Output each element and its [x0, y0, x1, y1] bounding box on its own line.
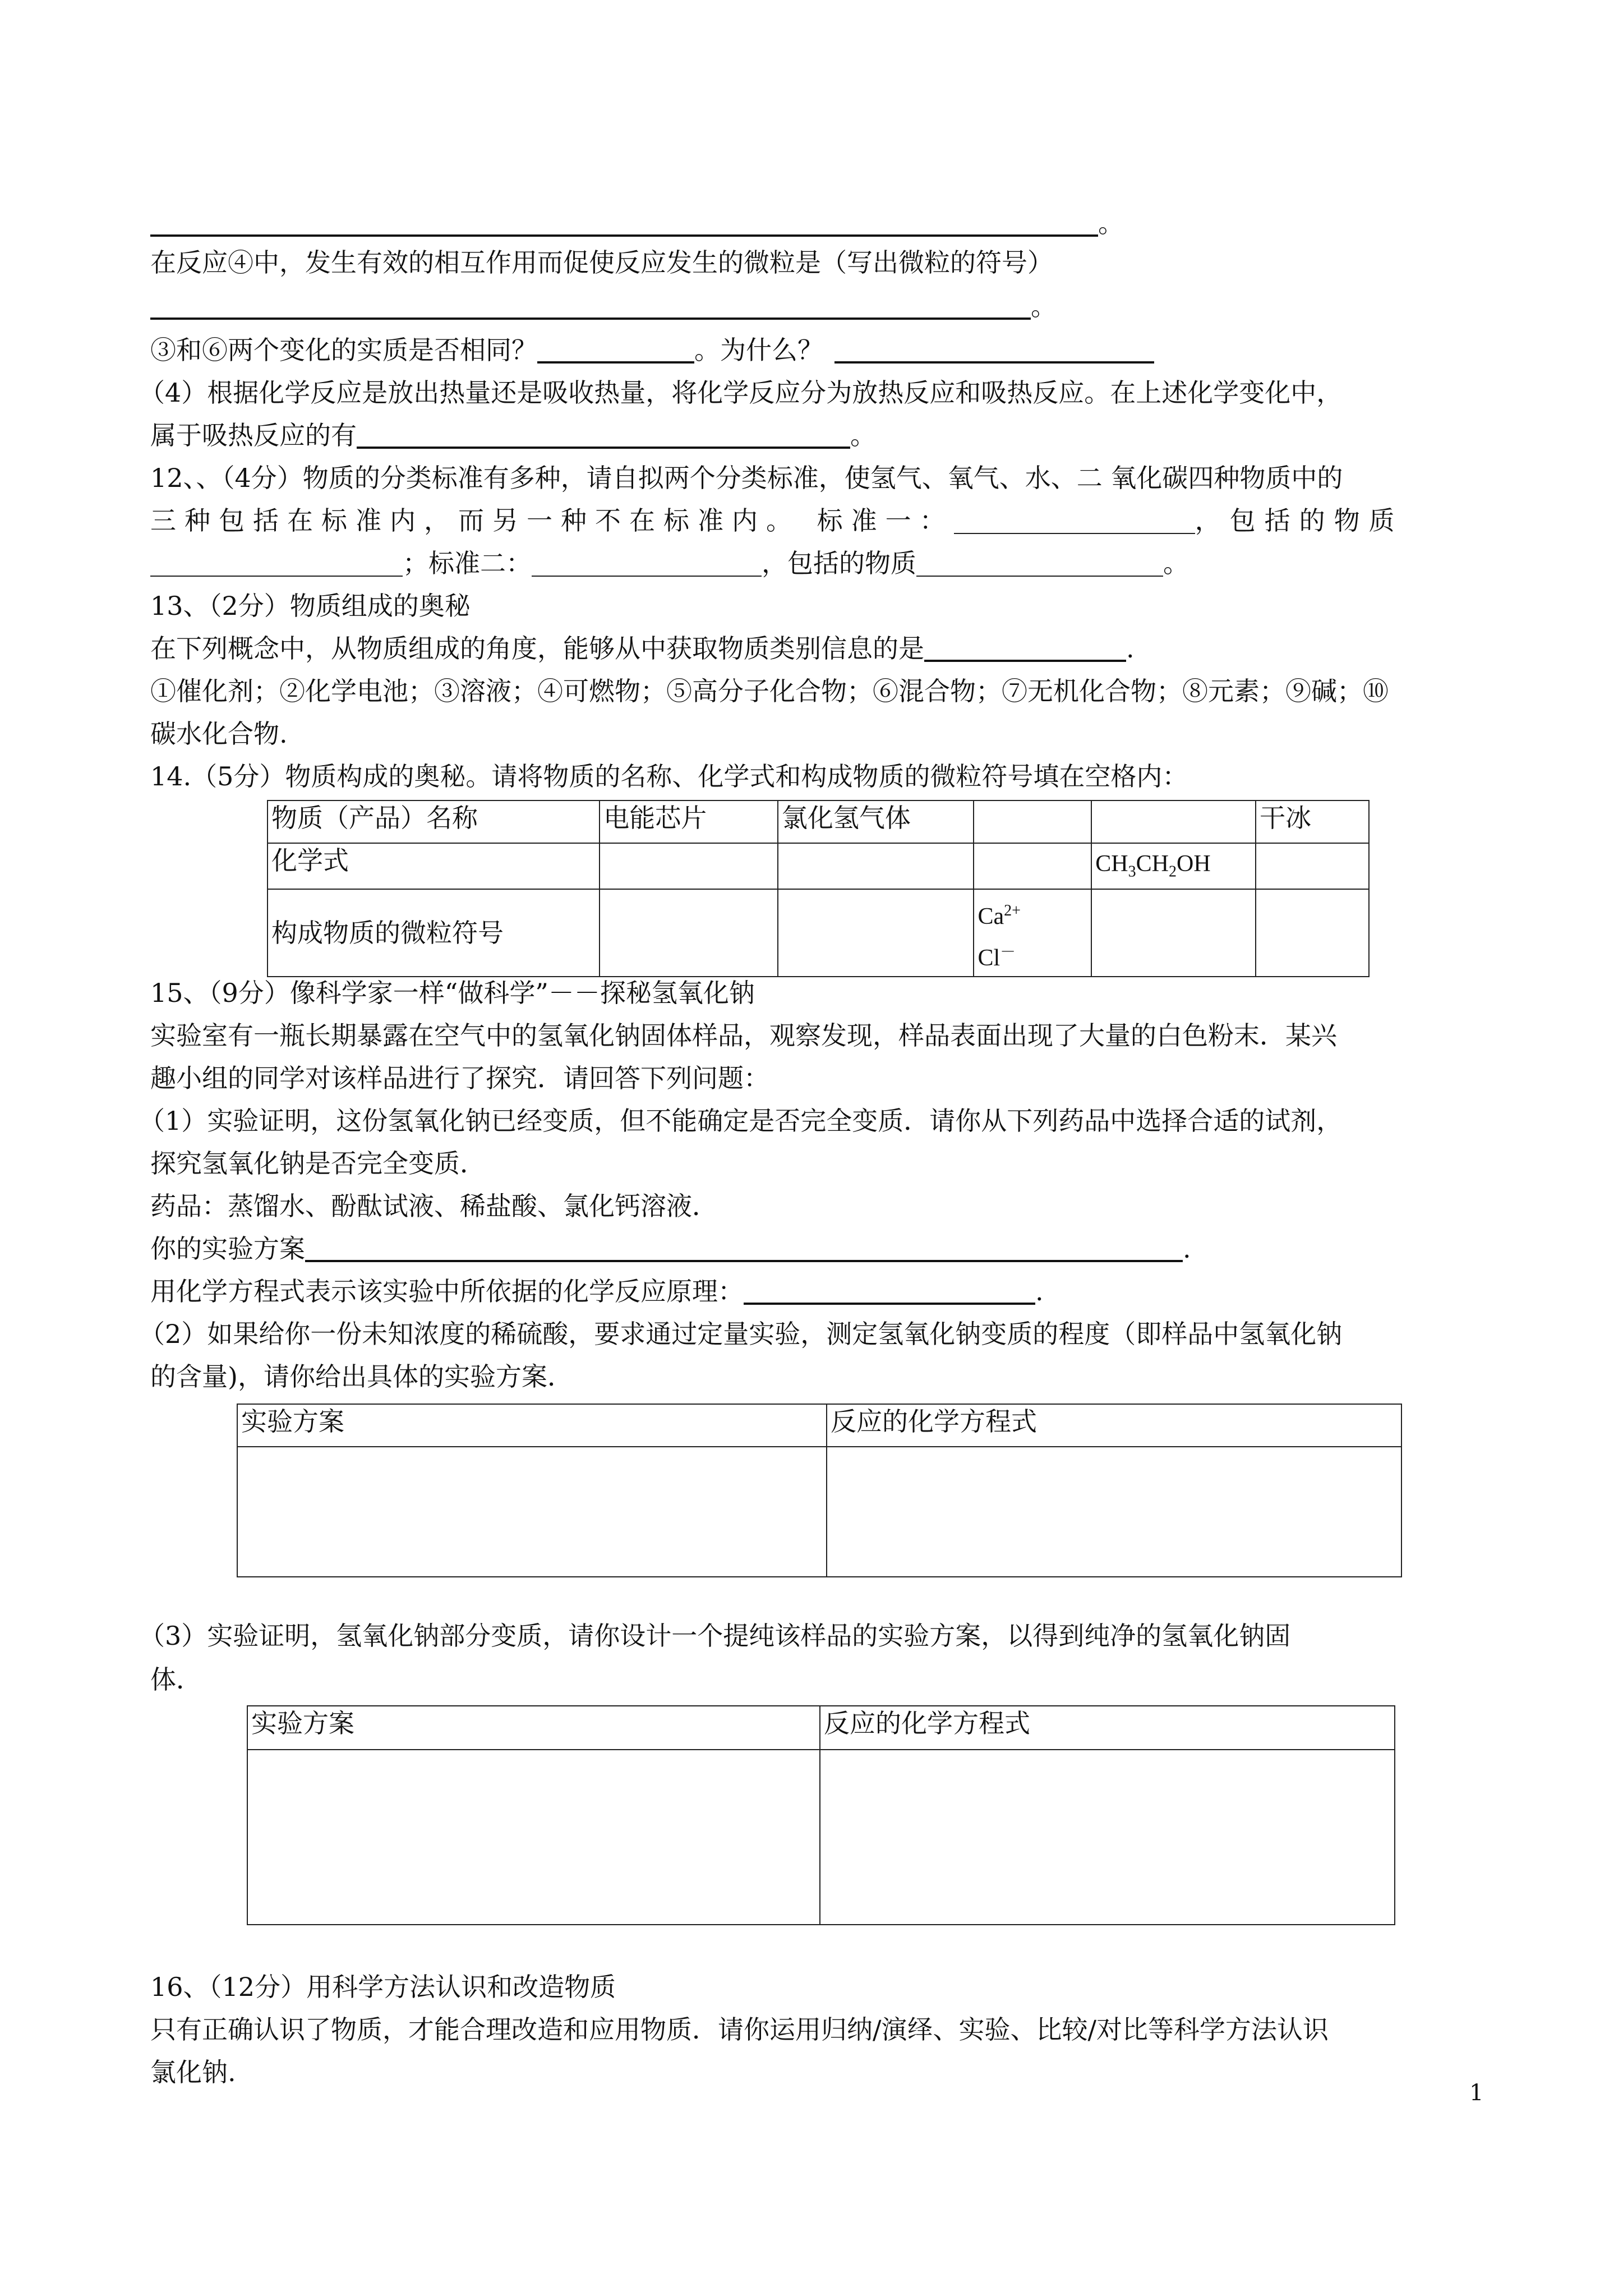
q15-title: 15、（9分）像科学家一样“做科学”－－探秘氢氧化钠: [150, 978, 755, 1008]
name-cell: 氯化氢气体: [778, 800, 974, 843]
q16-line1: 只有正确认识了物质，才能合理改造和应用物质．请你运用归纳/演绎、实验、比较/对比等科学方法认识: [150, 2014, 1329, 2045]
answer-blank[interactable]: [532, 550, 762, 577]
q11-answer-line-1: 。: [150, 206, 1491, 240]
q15-part1-line2: 探究氢氧化钠是否完全变质．: [150, 1148, 486, 1179]
q15-part2-line1: （2）如果给你一份未知浓度的稀硫酸，要求通过定量实验，测定氢氧化钠变质的程度（即样品中氢氧化钠: [139, 1319, 1343, 1349]
calcium-ion: $Ca^{2+}$: [978, 902, 1021, 930]
table-row: [247, 1706, 1395, 1750]
answer-blank[interactable]: [744, 1276, 1035, 1305]
q15-part2-line2: 的含量)，请你给出具体的实验方案．: [150, 1361, 573, 1392]
q15-part3-table: [247, 1705, 1395, 1925]
table-row: [268, 889, 1369, 977]
particle-cell-blank[interactable]: [1256, 889, 1369, 977]
row-label-particles: 构成物质的微粒符号: [268, 889, 600, 977]
answer-blank[interactable]: [924, 633, 1126, 662]
answer-blank[interactable]: [305, 1233, 1183, 1262]
q13-stem: 在下列概念中，从物质组成的角度，能够从中获取物质类别信息的是 .: [150, 633, 1135, 664]
row-label-formula: 化学式: [268, 843, 600, 889]
q12-line1: 12、、（4分）物质的分类标准有多种，请自拟两个分类标准，使氢气、氧气、水、二 氧化碳四种物质中的: [150, 463, 1343, 493]
q15-intro-2: 趣小组的同学对该样品进行了探究．请回答下列问题：: [150, 1063, 769, 1093]
table-row: [247, 1750, 1395, 1925]
q15-drugs: 药品：蒸馏水、酚酞试液、稀盐酸、氯化钙溶液．: [150, 1191, 718, 1221]
answer-blank[interactable]: [916, 550, 1163, 577]
q16-title: 16、（12分）用科学方法认识和改造物质: [150, 1972, 616, 2002]
plan-answer-cell[interactable]: [247, 1750, 820, 1925]
table-row: [237, 1404, 1401, 1447]
formula-cell-blank[interactable]: [1256, 843, 1369, 889]
answer-blank[interactable]: [150, 550, 403, 577]
answer-blank[interactable]: [954, 507, 1195, 534]
particle-cell-blank[interactable]: [778, 889, 974, 977]
name-cell-blank[interactable]: [974, 800, 1091, 843]
q15-intro-1: 实验室有一瓶长期暴露在空气中的氢氧化钠固体样品，观察发现，样品表面出现了大量的白色粉末．某兴: [150, 1020, 1337, 1051]
formula-ethanol: $CH_3CH_2OH$: [1091, 843, 1256, 889]
row-label-name: 物质（产品）名称: [268, 800, 600, 843]
q15-part3-line1: （3）实验证明，氢氧化钠部分变质，请你设计一个提纯该样品的实验方案，以得到纯净的氢氧化钠固: [139, 1621, 1291, 1651]
name-cell: 干冰: [1256, 800, 1369, 843]
answer-blank[interactable]: [357, 420, 850, 449]
q15-part2-table: [237, 1404, 1402, 1577]
equation-answer-cell[interactable]: [820, 1750, 1395, 1925]
name-cell: 电能芯片: [600, 800, 778, 843]
q15-part1-line1: （1）实验证明，这份氢氧化钠已经变质，但不能确定是否完全变质．请你从下列药品中选择合适的试剂，: [139, 1106, 1343, 1136]
table-row: [268, 800, 1369, 843]
chloride-ion: Cl－: [978, 944, 1016, 972]
name-cell-blank[interactable]: [1091, 800, 1256, 843]
answer-blank[interactable]: [834, 334, 1154, 364]
q13-options-2: 碳水化合物.: [150, 719, 288, 749]
answer-blank[interactable]: [150, 208, 1098, 237]
table-row: [268, 843, 1369, 889]
header-plan: 实验方案: [237, 1404, 827, 1447]
formula-cell-blank[interactable]: [974, 843, 1091, 889]
page-number: 1: [1469, 2080, 1484, 2106]
header-equation: 反应的化学方程式: [820, 1706, 1395, 1750]
q11-part4-line1: （4）根据化学反应是放出热量还是吸收热量，将化学反应分为放热反应和吸热反应。在上述化学变化中，: [139, 378, 1343, 408]
answer-blank[interactable]: [150, 291, 1031, 320]
q13-options-1: ①催化剂；②化学电池；③溶液；④可燃物；⑤高分子化合物；⑥混合物；⑦无机化合物；⑧元素；⑨碱；⑩: [150, 676, 1389, 706]
particle-ions: [974, 889, 1091, 977]
q12-line2: 三种包括在标准内，而另一种不在标准内。 标准一： ，包括的物质: [150, 505, 1404, 536]
q15-part3-line2: 体．: [150, 1664, 202, 1695]
header-equation: 反应的化学方程式: [827, 1404, 1401, 1447]
header-plan: 实验方案: [247, 1706, 820, 1750]
formula-cell-blank[interactable]: [778, 843, 974, 889]
q11-part4-line2: 属于吸热反应的有 。: [150, 420, 876, 450]
particle-cell-blank[interactable]: [1091, 889, 1256, 977]
q12-line3: ；标准二： ，包括的物质 。: [150, 546, 1491, 580]
q11-compare-line: ③和⑥两个变化的实质是否相同？ 。为什么？: [150, 333, 1491, 367]
plan-answer-cell[interactable]: [237, 1447, 827, 1577]
q14-table: [267, 800, 1370, 977]
formula-cell-blank[interactable]: [600, 843, 778, 889]
table-row: [237, 1447, 1401, 1577]
q14-title: 14.（5分）物质构成的奥秘。请将物质的名称、化学式和构成物质的微粒符号填在空格内：: [150, 761, 1188, 792]
q15-plan-line: 你的实验方案 .: [150, 1234, 1191, 1264]
particle-cell-blank[interactable]: [600, 889, 778, 977]
equation-answer-cell[interactable]: [827, 1447, 1401, 1577]
q13-title: 13、（2分）物质组成的奥秘: [150, 591, 471, 621]
q11-reaction4-text: 在反应④中，发生有效的相互作用而促使反应发生的微粒是（写出微粒的符号）: [150, 247, 1053, 278]
q15-equation-line: 用化学方程式表示该实验中所依据的化学反应原理： .: [150, 1276, 1044, 1306]
q16-line2: 氯化钠.: [150, 2057, 236, 2087]
q11-answer-line-2: 。: [150, 289, 1491, 323]
answer-blank[interactable]: [537, 334, 694, 364]
